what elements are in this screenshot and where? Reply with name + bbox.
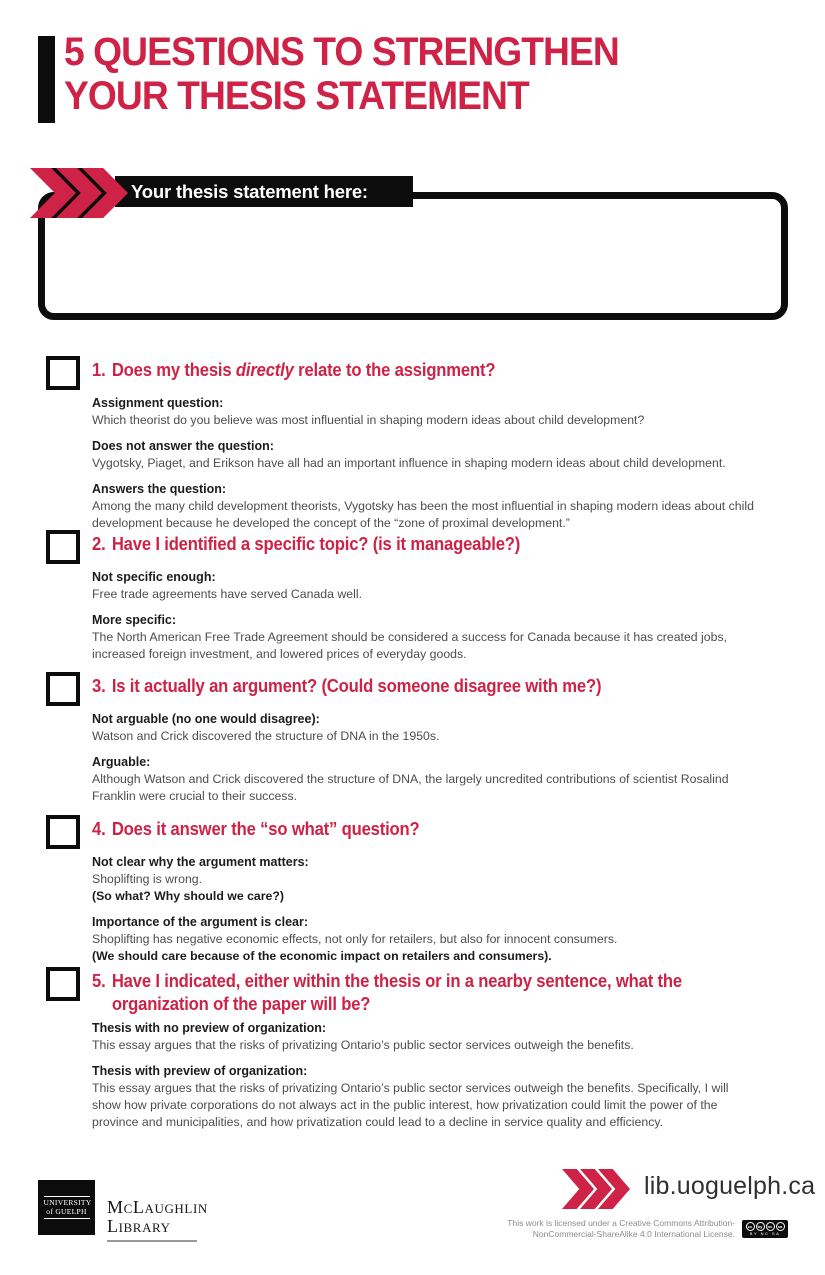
heading-text: relate to the assignment?	[293, 359, 496, 380]
question-5-checkbox[interactable]	[46, 967, 80, 1001]
example-label: Not specific enough:	[92, 570, 216, 584]
example-text: Watson and Crick discovered the structure of DNA in the 1950s.	[92, 729, 440, 743]
cc-by-icon: by	[756, 1222, 765, 1231]
library-wordmark-underline	[107, 1240, 197, 1242]
question-1-checkbox[interactable]	[46, 356, 80, 390]
example-label: Thesis with no preview of organization:	[92, 1021, 327, 1036]
creative-commons-badge[interactable]	[742, 1220, 788, 1238]
question-number: 1.	[92, 359, 106, 380]
example-label: Answers the question:	[92, 481, 227, 496]
university-logo-line1: UNIVERSITY	[43, 1197, 92, 1207]
example-label: Arguable:	[92, 754, 151, 769]
library-website-url[interactable]: lib.uoguelph.ca	[644, 1172, 816, 1200]
question-2-checkbox[interactable]	[46, 530, 80, 564]
heading-text: Have I indicated, either within the thesis or in a nearby sentence, what the organization of the paper will be?	[111, 970, 682, 1014]
heading-text: Does my thesis	[111, 359, 236, 380]
question-4-heading	[92, 815, 420, 841]
example-block	[92, 395, 786, 429]
question-section-1	[46, 356, 786, 541]
example-block	[92, 754, 786, 805]
example-text: Which theorist do you believe was most influential in shaping modern ideas about child development?	[92, 413, 645, 427]
mclaughlin-library-wordmark	[107, 1198, 208, 1242]
example-label: Not arguable (no one would disagree):	[92, 712, 320, 726]
example-block	[92, 914, 786, 965]
example-text: This essay argues that the risks of privatizing Ontario’s public sector services outweigh the benefits.	[92, 1038, 634, 1053]
heading-text: Does it answer the “so what” question?	[111, 818, 420, 839]
cc-badge-caption: BY NC SA	[749, 1231, 781, 1236]
example-label: Assignment question:	[92, 396, 224, 410]
example-text: Free trade agreements have served Canada well.	[92, 587, 362, 601]
question-number: 2.	[92, 533, 106, 554]
question-section-3	[46, 672, 786, 814]
example-block	[92, 438, 786, 472]
footer-chevron-arrows-icon	[562, 1169, 632, 1209]
heading-text: Have I identified a specific topic? (is it manageable?)	[111, 533, 521, 554]
cc-nc-icon: nc	[766, 1222, 775, 1231]
example-label: Thesis with preview of organization:	[92, 1064, 308, 1079]
question-4-checkbox[interactable]	[46, 815, 80, 849]
example-block	[92, 612, 786, 663]
example-block	[92, 1063, 786, 1131]
question-section-5	[46, 967, 786, 1140]
heading-text-italic: directly	[235, 359, 294, 380]
chevron-arrows-icon	[30, 168, 130, 218]
question-3-checkbox[interactable]	[46, 672, 80, 706]
example-block	[92, 569, 786, 603]
example-note: (So what? Why should we care?)	[92, 888, 284, 903]
example-text: The North American Free Trade Agreement should be considered a success for Canada because it has created jobs, increased foreign investment, and lowered prices of everyday goods.	[92, 629, 728, 661]
page-title-line1: 5 QUESTIONS TO STRENGTHEN	[64, 30, 619, 74]
example-block	[92, 711, 786, 745]
example-text: Shoplifting is wrong.	[92, 872, 203, 886]
question-number: 4.	[92, 818, 106, 839]
library-wordmark-line2: Library	[107, 1216, 171, 1237]
question-3-heading	[92, 672, 601, 698]
page-title-line2: YOUR THESIS STATEMENT	[64, 74, 529, 118]
question-number: 5.	[92, 970, 106, 991]
question-2-heading	[92, 530, 520, 556]
cc-sa-icon: sa	[776, 1222, 785, 1231]
university-logo-line2: of GUELPH	[46, 1206, 87, 1216]
question-number: 3.	[92, 675, 106, 696]
thesis-statement-writein-box[interactable]	[38, 192, 788, 320]
heading-text: Is it actually an argument? (Could someone disagree with me?)	[111, 675, 602, 696]
example-label: Importance of the argument is clear:	[92, 914, 309, 929]
example-label: Not clear why the argument matters:	[92, 855, 309, 869]
cc-icon: cc	[746, 1222, 755, 1231]
question-section-4	[46, 815, 786, 974]
question-1-heading	[92, 356, 495, 382]
example-text: Shoplifting has negative economic effects, not only for retailers, but also for innocent consumers.	[92, 931, 618, 946]
example-text: Vygotsky, Piaget, and Erikson have all had an important influence in shaping modern ideas about child development.	[92, 455, 726, 470]
example-text: This essay argues that the risks of privatizing Ontario’s public sector services outweigh the benefits. Specifically, I will show how private corporations do not always act in the public interest, how privatization could limit the power of the province and municipalities, and how privatization could lead to a decline in service quality and efficiency.	[92, 1081, 729, 1130]
library-wordmark-line1: McLaughlin	[107, 1197, 208, 1217]
thesis-banner	[115, 176, 413, 207]
title-accent-bar	[38, 36, 55, 123]
example-block	[92, 481, 786, 532]
example-text: Although Watson and Crick discovered the structure of DNA, the largely uncredited contributions of scientist Rosalind Franklin were crucial to their success.	[92, 771, 729, 803]
license-line2: NonCommercial-ShareAlike 4.0 International License.	[532, 1229, 735, 1240]
question-5-heading	[92, 967, 717, 1015]
example-block	[92, 854, 786, 905]
page-title	[64, 30, 619, 118]
example-note: (We should care because of the economic impact on retailers and consumers).	[92, 948, 552, 963]
license-line1: This work is licensed under a Creative Commons Attribution-	[507, 1218, 735, 1228]
example-block	[92, 1020, 786, 1054]
creative-commons-license-text	[470, 1218, 735, 1241]
example-label: More specific:	[92, 612, 177, 627]
example-text: Among the many child development theorists, Vygotsky has been the most influential in shaping modern ideas about child development because he developed the concept of the “zone of proximal development.”	[92, 498, 754, 530]
example-label: Does not answer the question:	[92, 438, 274, 453]
university-of-guelph-logo	[38, 1180, 95, 1235]
thesis-banner-label: Your thesis statement here:	[131, 180, 368, 202]
question-section-2	[46, 530, 786, 672]
